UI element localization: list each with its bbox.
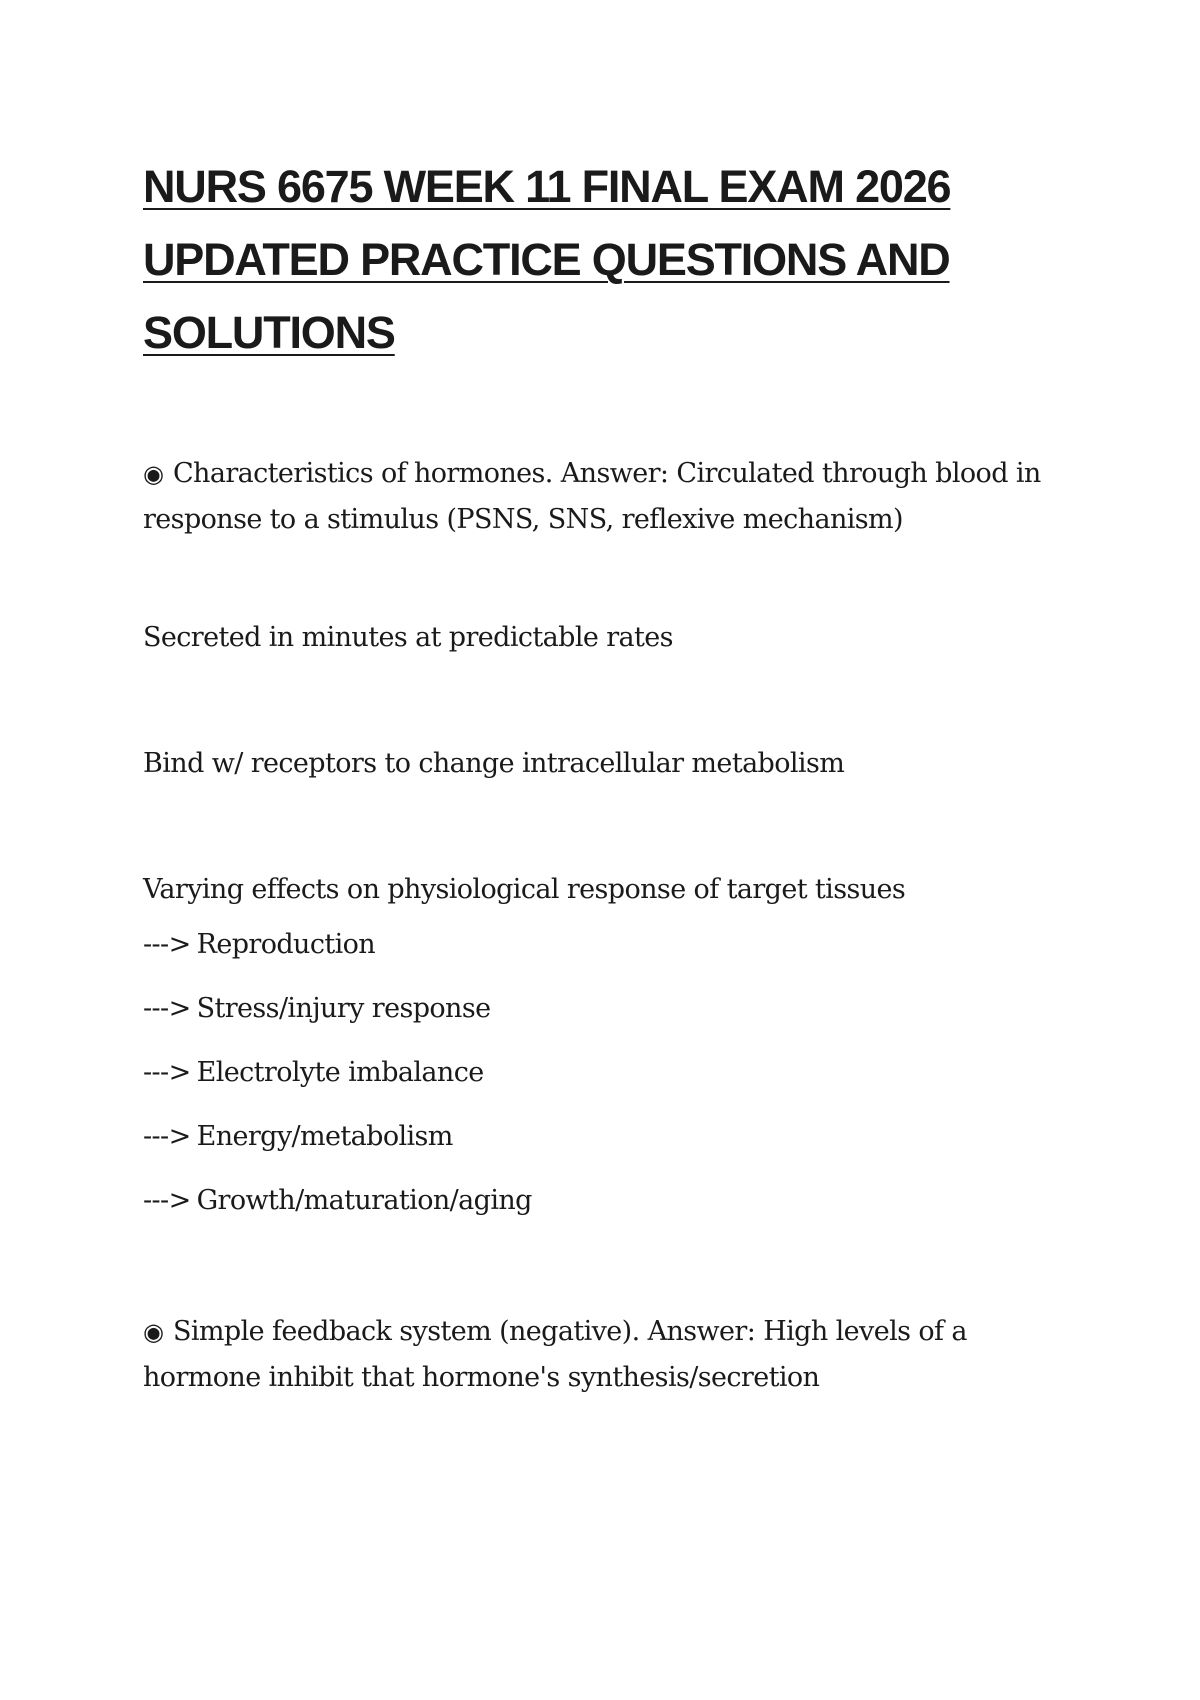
document-title: [143, 150, 1083, 369]
question-text: Characteristics of hormones. Answer: Circulated through blood in response to a stimulus (PSNS, SNS, reflexive mechanism): [143, 458, 1041, 535]
list-item-text: Reproduction: [196, 929, 376, 960]
list-item-text: Growth/maturation/aging: [196, 1185, 532, 1216]
effects-list: [143, 913, 1083, 1233]
list-item-text: Energy/metabolism: [196, 1121, 453, 1152]
radio-bullet-icon: ◉: [143, 460, 164, 488]
title-line: UPDATED PRACTICE QUESTIONS AND: [143, 234, 950, 285]
document-body: [143, 451, 1083, 1401]
list-item: [143, 1105, 1083, 1169]
question-hormone-characteristics: [143, 451, 1083, 543]
list-item: [143, 977, 1083, 1041]
arrow-icon: --->: [143, 993, 191, 1024]
paragraph: Secreted in minutes at predictable rates: [143, 622, 673, 653]
document-page: [143, 150, 1083, 1401]
radio-bullet-icon: ◉: [143, 1318, 164, 1346]
list-item-text: Electrolyte imbalance: [196, 1057, 484, 1088]
arrow-icon: --->: [143, 929, 191, 960]
arrow-icon: --->: [143, 1057, 191, 1088]
arrow-icon: --->: [143, 1121, 191, 1152]
list-item-text: Stress/injury response: [196, 993, 491, 1024]
list-item: [143, 1041, 1083, 1105]
question-text: Simple feedback system (negative). Answer: High levels of a hormone inhibit that hormone's synthesis/secretion: [143, 1316, 967, 1393]
title-line: SOLUTIONS: [143, 307, 395, 358]
question-feedback-system: [143, 1309, 1083, 1401]
list-item: [143, 1169, 1083, 1233]
list-item: [143, 913, 1083, 977]
title-line: NURS 6675 WEEK 11 FINAL EXAM 2026: [143, 161, 951, 212]
paragraph: Varying effects on physiological response of target tissues: [143, 874, 906, 905]
arrow-icon: --->: [143, 1185, 191, 1216]
paragraph: Bind w/ receptors to change intracellular metabolism: [143, 748, 845, 779]
